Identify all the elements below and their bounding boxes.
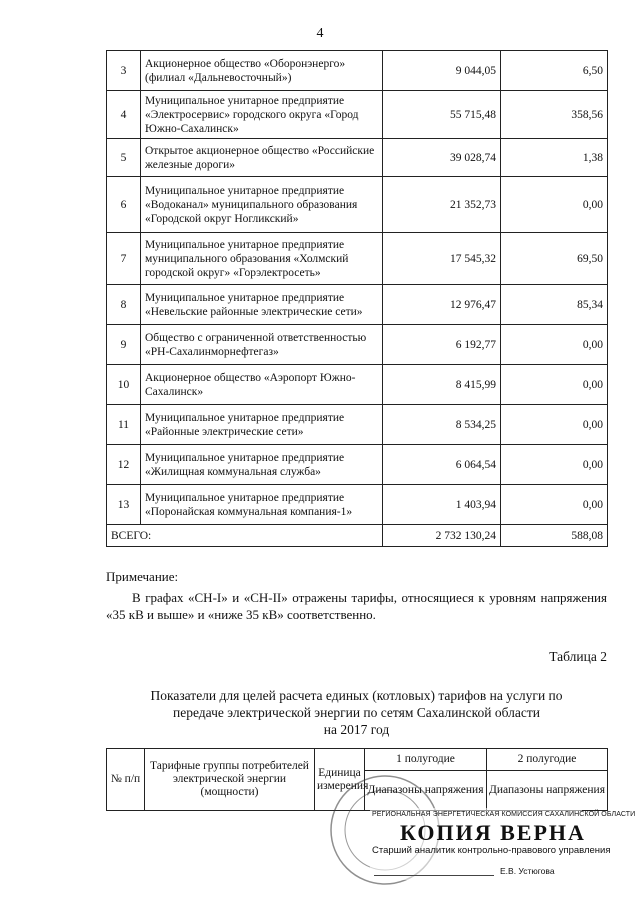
row-value2: 6,50 xyxy=(501,51,608,91)
row-name: Акционерное общество «Оборонэнерго» (филиал «Дальневосточный») xyxy=(141,51,383,91)
note-text-content: В графах «СН-I» и «СН-II» отражены тарифы, относящиеся к уровням напряжения «35 кВ и выше» и «ниже 35 кВ» соответственно. xyxy=(106,590,607,622)
row-name: Муниципальное унитарное предприятие «Поронайская коммунальная компания-1» xyxy=(141,485,383,525)
table2-label: Таблица 2 xyxy=(549,649,607,664)
header-unit: Единица измерения xyxy=(315,749,365,811)
note-heading: Примечание: xyxy=(106,569,179,584)
row-name: Общество с ограниченной ответственностью «РН-Сахалинморнефтегаз» xyxy=(141,325,383,365)
row-name: Муниципальное унитарное предприятие муниципального образования «Холмский городской округ» «Горэлектросеть» xyxy=(141,233,383,285)
row-value1: 8 415,99 xyxy=(383,365,501,405)
row-value2: 85,34 xyxy=(501,285,608,325)
header-half1: 1 полугодие xyxy=(365,749,487,771)
header-range2: Диапазоны напряжения xyxy=(487,771,608,811)
stamp-main-text: КОПИЯ ВЕРНА xyxy=(400,820,586,845)
table-row xyxy=(107,445,608,485)
header-range1: Диапазоны напряжения xyxy=(365,771,487,811)
table-row xyxy=(107,485,608,525)
row-value1: 21 352,73 xyxy=(383,177,501,233)
row-number: 4 xyxy=(107,91,141,139)
row-value1: 8 534,25 xyxy=(383,405,501,445)
stamp-position: Старший аналитик контрольно-правового управления xyxy=(372,845,611,856)
total-value1: 2 732 130,24 xyxy=(383,525,501,547)
header-groups: Тарифные группы потребителей электрической энергии (мощности) xyxy=(145,749,315,811)
row-name: Муниципальное унитарное предприятие «Невельские районные электрические сети» xyxy=(141,285,383,325)
row-number: 9 xyxy=(107,325,141,365)
total-label: ВСЕГО: xyxy=(107,525,383,547)
row-value2: 0,00 xyxy=(501,325,608,365)
table-row xyxy=(107,177,608,233)
row-name: Муниципальное унитарное предприятие «Водоканал» муниципального образования «Городской округ Ногликский» xyxy=(141,177,383,233)
total-value2: 588,08 xyxy=(501,525,608,547)
table-row xyxy=(107,365,608,405)
row-number: 12 xyxy=(107,445,141,485)
table2-title xyxy=(106,687,607,738)
note-text xyxy=(106,589,607,623)
stamp-org: РЕГИОНАЛЬНАЯ ЭНЕРГЕТИЧЕСКАЯ КОМИССИЯ САХАЛИНСКОЙ ОБЛАСТИ xyxy=(372,811,636,818)
row-value2: 358,56 xyxy=(501,91,608,139)
table2-title-line3: на 2017 год xyxy=(323,722,390,737)
row-name: Открытое акционерное общество «Российские железные дороги» xyxy=(141,139,383,177)
row-value2: 0,00 xyxy=(501,445,608,485)
row-value2: 0,00 xyxy=(501,177,608,233)
table-row xyxy=(107,51,608,91)
row-value1: 55 715,48 xyxy=(383,91,501,139)
row-number: 10 xyxy=(107,365,141,405)
row-number: 5 xyxy=(107,139,141,177)
table-row xyxy=(107,405,608,445)
table-row xyxy=(107,91,608,139)
row-value1: 1 403,94 xyxy=(383,485,501,525)
table2-title-line1: Показатели для целей расчета единых (котловых) тарифов на услуги по xyxy=(150,688,563,703)
row-number: 6 xyxy=(107,177,141,233)
table-row xyxy=(107,139,608,177)
row-name: Акционерное общество «Аэропорт Южно-Сахалинск» xyxy=(141,365,383,405)
header-half2: 2 полугодие xyxy=(487,749,608,771)
row-number: 7 xyxy=(107,233,141,285)
row-value2: 0,00 xyxy=(501,485,608,525)
row-number: 3 xyxy=(107,51,141,91)
row-value1: 17 545,32 xyxy=(383,233,501,285)
signature-line xyxy=(374,875,494,876)
row-number: 13 xyxy=(107,485,141,525)
row-value2: 0,00 xyxy=(501,405,608,445)
table-row xyxy=(107,325,608,365)
row-name: Муниципальное унитарное предприятие «Жилищная коммунальная служба» xyxy=(141,445,383,485)
table-row xyxy=(107,233,608,285)
row-value1: 39 028,74 xyxy=(383,139,501,177)
table2-header-row xyxy=(107,749,608,771)
row-value2: 0,00 xyxy=(501,365,608,405)
row-name: Муниципальное унитарное предприятие «Районные электрические сети» xyxy=(141,405,383,445)
stamp-signatory: Е.В. Устюгова xyxy=(500,866,555,876)
row-value1: 9 044,05 xyxy=(383,51,501,91)
table-row xyxy=(107,285,608,325)
table2-title-line2: передаче электрической энергии по сетям Сахалинской области xyxy=(173,705,540,720)
row-value1: 6 192,77 xyxy=(383,325,501,365)
tariff-table xyxy=(106,50,608,547)
header-num: № п/п xyxy=(107,749,145,811)
row-value1: 6 064,54 xyxy=(383,445,501,485)
row-value1: 12 976,47 xyxy=(383,285,501,325)
total-row xyxy=(107,525,608,547)
row-number: 11 xyxy=(107,405,141,445)
row-value2: 69,50 xyxy=(501,233,608,285)
row-name: Муниципальное унитарное предприятие «Электросервис» городского округа «Город Южно-Сахалинск» xyxy=(141,91,383,139)
row-number: 8 xyxy=(107,285,141,325)
tariff-table-body xyxy=(107,51,608,547)
row-value2: 1,38 xyxy=(501,139,608,177)
page-number: 4 xyxy=(316,26,324,41)
